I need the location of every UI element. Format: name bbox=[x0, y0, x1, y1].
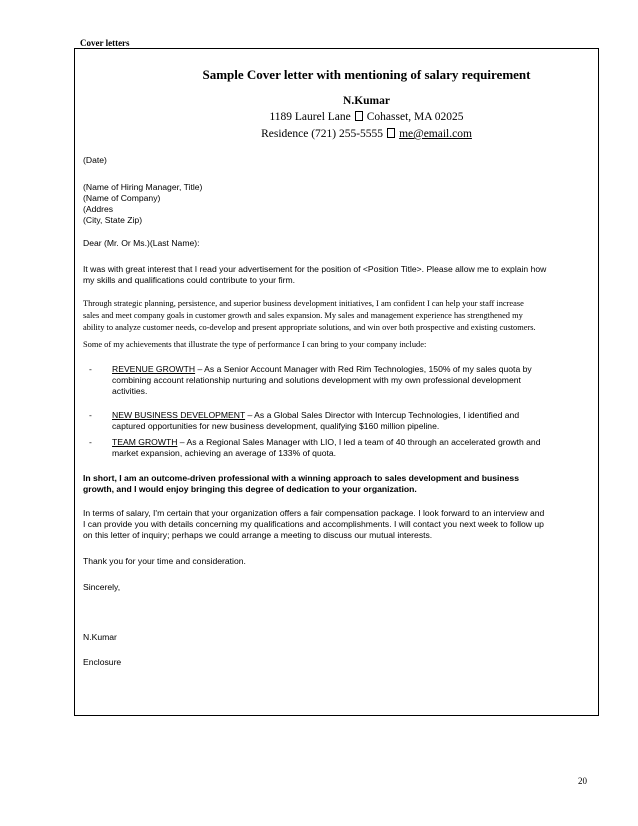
achievement-text: – As a Global Sales Director with Intercup Technologies, I identified and bbox=[245, 410, 520, 420]
achievement-text: – As a Regional Sales Manager with LIO, I led a team of 40 through an accelerated growth and bbox=[177, 437, 541, 447]
sender-address bbox=[75, 111, 598, 123]
achievement-text: market expansion, achieving an average of 133% of quota. bbox=[112, 448, 337, 458]
separator-box-icon bbox=[355, 111, 363, 121]
salary-line: I can provide you with details concerning my qualifications and accomplishments. I will contact you next week to follow up bbox=[83, 519, 544, 529]
bullet-marker: - bbox=[89, 437, 92, 447]
salary-line: In terms of salary, I'm certain that your organization offers a fair compensation package. I look forward to an interview and bbox=[83, 508, 545, 518]
closing: Sincerely, bbox=[83, 582, 121, 592]
recipient-line: (City, State Zip) bbox=[83, 215, 143, 225]
salutation: Dear (Mr. Or Ms.)(Last Name): bbox=[83, 238, 200, 248]
letter-title: Sample Cover letter with mentioning of salary requirement bbox=[202, 67, 531, 82]
summary-line: In short, I am an outcome-driven professional with a winning approach to sales development and business bbox=[83, 473, 519, 483]
achievement-text: captured opportunities for new business development, qualifying $160 million pipeline. bbox=[112, 421, 440, 431]
strategy-line: ability to analyze customer needs, co-develop and present appropriate solutions, and win over both prospective and existing customers. bbox=[83, 323, 536, 332]
thanks-line: Thank you for your time and consideration. bbox=[83, 556, 246, 566]
intro-line: It was with great interest that I read your advertisement for the position of <Position Title>. Please allow me to explain how bbox=[83, 264, 547, 274]
header-label: Cover letters bbox=[80, 38, 130, 48]
achievement-heading: TEAM GROWTH bbox=[112, 437, 178, 447]
bullet-marker: - bbox=[89, 364, 92, 374]
signature-name: N.Kumar bbox=[83, 632, 117, 642]
strategy-line: sales and meet company goals in customer growth and sales expansion. My sales and management experience has strengthened my bbox=[83, 311, 523, 320]
recipient-line: (Name of Company) bbox=[83, 193, 161, 203]
recipient-line: (Addres bbox=[83, 204, 114, 214]
bullet-marker: - bbox=[89, 410, 92, 420]
sender-phone: Residence (721) 255-5555 bbox=[261, 128, 384, 140]
sender-name: N.Kumar bbox=[343, 95, 390, 107]
sender-contact bbox=[75, 128, 598, 140]
page-number: 20 bbox=[578, 776, 587, 786]
achievement-heading: NEW BUSINESS DEVELOPMENT bbox=[112, 410, 246, 420]
summary-line: growth, and I would enjoy bringing this degree of dedication to your organization. bbox=[83, 484, 417, 494]
sender-street: 1189 Laurel Lane bbox=[269, 111, 351, 123]
recipient-line: (Name of Hiring Manager, Title) bbox=[83, 182, 203, 192]
enclosure: Enclosure bbox=[83, 657, 122, 667]
sender-city: Cohasset, MA 02025 bbox=[366, 111, 464, 123]
strategy-line: Through strategic planning, persistence, and superior business development initiatives, I am confident I can help your staff increase bbox=[83, 299, 524, 308]
sender-email-link[interactable]: me@email.com bbox=[399, 128, 472, 140]
intro-line: my skills and qualifications could contribute to your firm. bbox=[83, 275, 296, 285]
achievement-text: activities. bbox=[112, 386, 148, 396]
achievement-text: – As a Senior Account Manager with Red Rim Technologies, 150% of my sales quota by bbox=[195, 364, 532, 374]
letter-frame bbox=[74, 48, 599, 716]
letter-date: (Date) bbox=[83, 155, 107, 165]
salary-line: on this letter of inquiry; perhaps we could arrange a meeting to discuss our mutual interests. bbox=[83, 530, 433, 540]
achievements-intro: Some of my achievements that illustrate the type of performance I can bring to your company include: bbox=[83, 340, 427, 349]
separator-box-icon bbox=[387, 128, 395, 138]
achievement-heading: REVENUE GROWTH bbox=[112, 364, 196, 374]
achievement-text: combining account relationship nurturing and solutions development with my own professional development bbox=[112, 375, 521, 385]
